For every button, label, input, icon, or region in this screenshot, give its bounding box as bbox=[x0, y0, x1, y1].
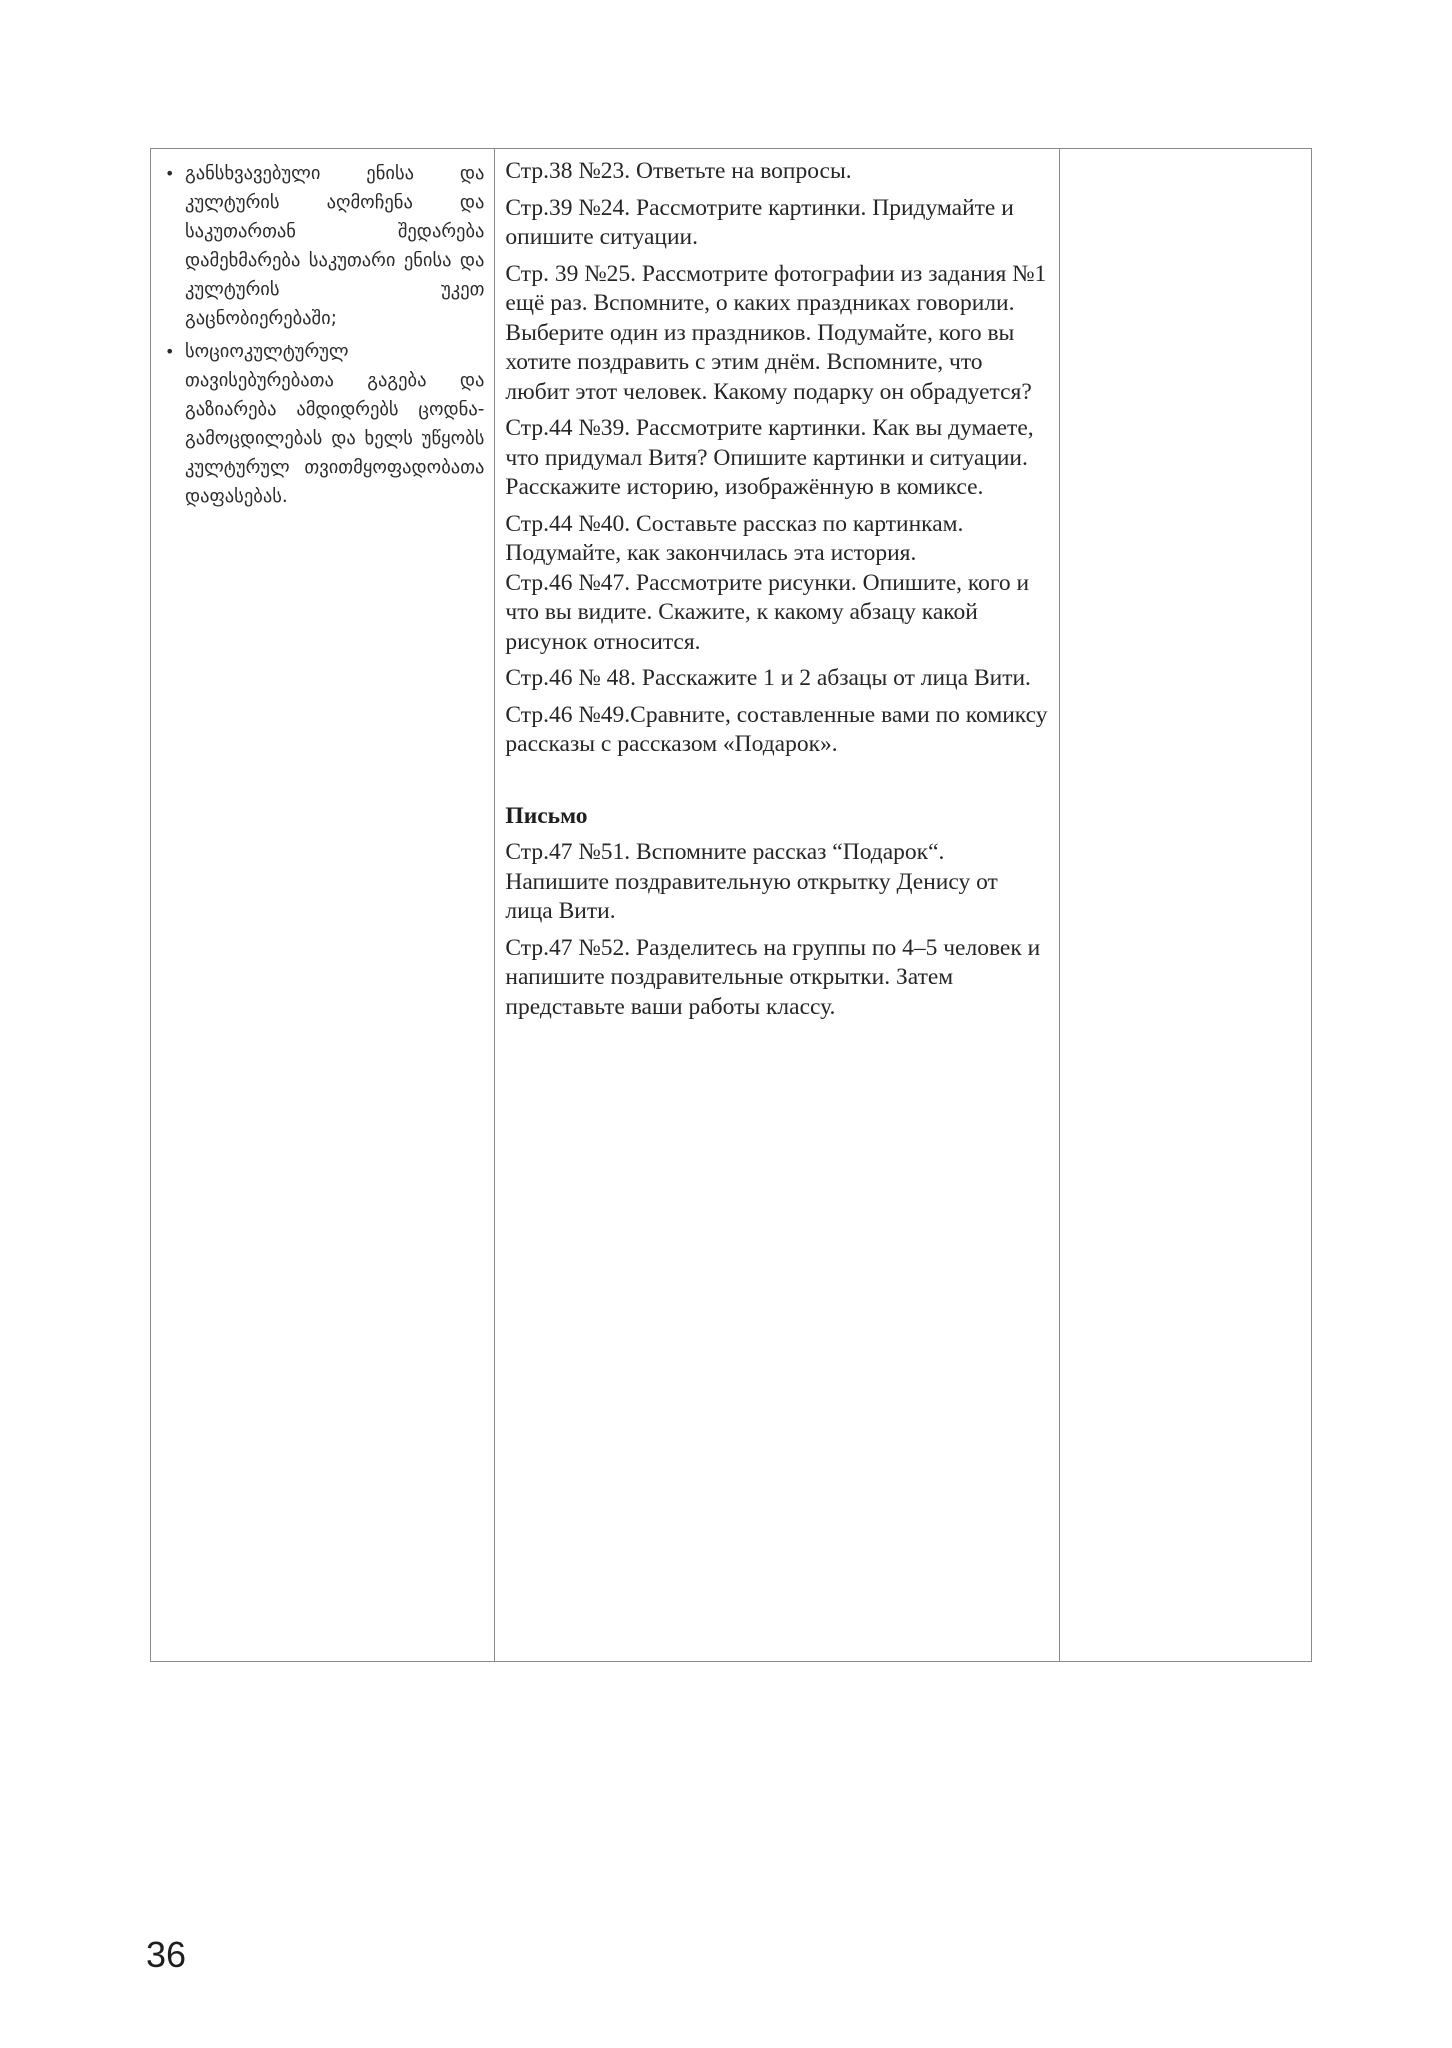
task-item: Стр. 39 №25. Рассмотрите фотографии из задания №1 ещё раз. Вспомните, о каких праздниках говорили. Выберите один из праздников. Подумайте, кого вы хотите поздравить с этим днём. Вспомните, что любит этот человек. Какому подарку он обрадуется? bbox=[505, 260, 1047, 405]
task-item: Стр.44 №39. Рассмотрите картинки. Как вы думаете, что придумал Витя? Опишите картинки и ситуации. Расскажите историю, изображённую в комиксе. bbox=[505, 415, 1034, 500]
notes-column bbox=[1060, 149, 1311, 1661]
task-item: Стр.46 №47. Рассмотрите рисунки. Опишите, кого и что вы видите. Скажите, к какому абзацу какой рисунок относится. bbox=[505, 569, 1030, 655]
task-item: Стр.46 № 48. Расскажите 1 и 2 абзацы от лица Вити. bbox=[505, 665, 1031, 691]
list-item bbox=[161, 159, 484, 333]
bullet-icon: • bbox=[165, 164, 175, 183]
task-item: Стр.44 №40. Составьте рассказ по картинкам. Подумайте, как закончилась эта история. bbox=[505, 510, 964, 566]
page-number: 36 bbox=[146, 1934, 187, 1975]
task-item: Стр.39 №24. Рассмотрите картинки. Придумайте и опишите ситуации. bbox=[505, 194, 1014, 250]
goal-text: განსხვავებული ენისა და კულტურის აღმოჩენა და საკუთართან შედარება დამეხმარება საკუთარი ენისა და კულტურის უკეთ გაცნობიერებაში; bbox=[185, 163, 485, 329]
task-item: Стр.47 №51. Вспомните рассказ “Подарок“. Напишите поздравительную открытку Денису от лица Вити. bbox=[505, 839, 998, 924]
task-item: Стр.46 №49.Сравните, составленные вами по комиксу рассказы с рассказом «Подарок». bbox=[505, 701, 1048, 757]
goal-text: სოციოკულტურულ თავისებურებათა გაგება და გაზიარება ამდიდრებს ცოდნა-გამოცდილებას და ხელს უწყობს კულტურულ თვითმყოფადობათა დაფასებას. bbox=[185, 341, 485, 507]
goals-list bbox=[161, 159, 484, 511]
writing-section-title: Письмо bbox=[505, 802, 588, 829]
task-item: Стр.47 №52. Разделитесь на группы по 4–5 человек и напишите поздравительные открытки. Затем представьте ваши работы классу. bbox=[505, 934, 1041, 1020]
list-item bbox=[161, 337, 484, 511]
goals-column bbox=[151, 149, 495, 1661]
lesson-table bbox=[150, 148, 1312, 1662]
activities-column bbox=[495, 149, 1060, 1661]
task-item: Стр.38 №23. Ответьте на вопросы. bbox=[505, 158, 852, 184]
bullet-icon: • bbox=[165, 342, 175, 361]
